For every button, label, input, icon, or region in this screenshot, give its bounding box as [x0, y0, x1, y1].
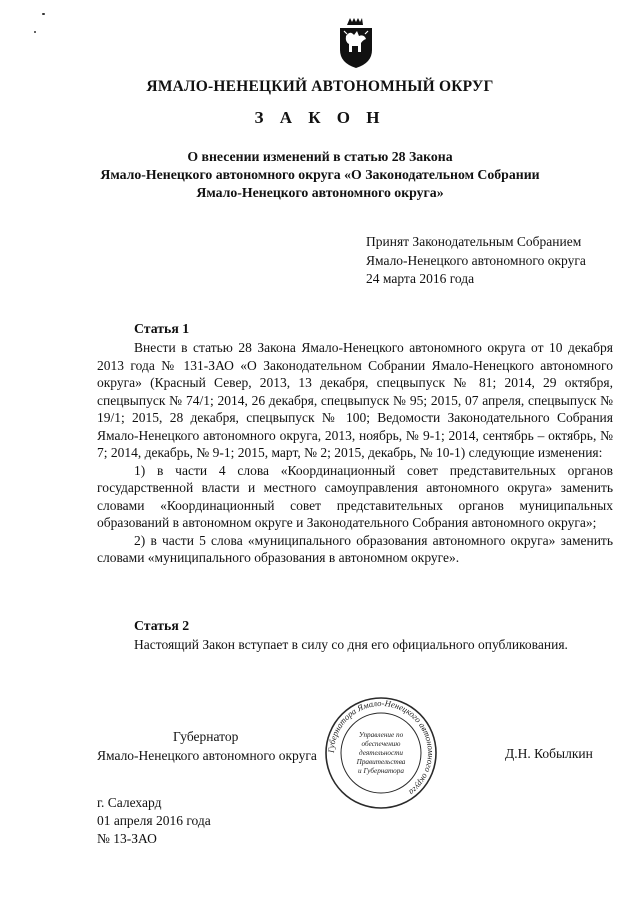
seal-inner-line: деятельности [359, 749, 403, 757]
subject-line: Ямало-Ненецкого автономного округа» [196, 185, 444, 200]
issuance-place: г. Салехард [97, 795, 162, 810]
subject-line: Ямало-Ненецкого автономного округа «О Законодательном Собрании [100, 167, 540, 182]
adoption-line: Принят Законодательным Собранием [366, 234, 582, 249]
law-number: № 13-ЗАО [97, 831, 157, 846]
signatory-title-line: Ямало-Ненецкого автономного округа [97, 748, 317, 763]
scan-speck [42, 13, 45, 15]
seal-inner-line: обеспечению [361, 740, 401, 748]
issuance-date: 01 апреля 2016 года [97, 813, 211, 828]
adoption-note [366, 233, 586, 289]
seal-inner-line: Управление по [358, 731, 404, 739]
signatory-title [97, 727, 317, 765]
article-2-heading: Статья 2 [134, 618, 190, 633]
adoption-line: Ямало-Ненецкого автономного округа [366, 252, 586, 268]
subject-line: О внесении изменений в статью 28 Закона [187, 149, 453, 164]
seal-inner-line: Правительства [356, 758, 406, 766]
scan-speck [34, 31, 36, 33]
adoption-line: 24 марта 2016 года [366, 271, 475, 286]
issuance-details [97, 794, 211, 848]
coat-of-arms-icon [336, 16, 376, 70]
article-1-paragraph: Внести в статью 28 Закона Ямало-Ненецкого автономного округа от 10 декабря 2013 года № 131-ЗАО «О Законодательном Собрании Ямало-Ненецкого автономного округа» (Красный Север, 2013, 13 декабря, спецвыпуск № 81; 2014, 29 октября, спецвыпуск № 74/1; 2014, 26 декабря, спецвыпуск № 95; 2015, 07 апреля, спецвыпуск № 19/1; 2015, 28 декабря, спецвыпуск № 100; Ведомости Законодательного Собрания Ямало-Ненецкого автономного округа, 2013, ноябрь, № 9-1; 2014, сентябрь – октябрь, № 7; 2014, декабрь, № 9-1; 2015, март, № 2; 2015, декабрь, № 10-1) следующие изменения: [97, 340, 613, 460]
article-1-item-1: 1) в части 4 слова «Координационный совет представительных органов государственной власти и местного самоуправления автономного округа» заменить словами «Координационный совет представительных органов муниципальных образований в автономном округе и Законодательного Собрания автономного округа»; [97, 462, 613, 530]
official-seal-stamp [323, 695, 439, 811]
seal-inner-line: и Губернатора [358, 767, 404, 775]
article-1-heading: Статья 1 [134, 321, 190, 336]
seal-ring-text: Губернатора Ямало-Ненецкого автономного округа [325, 697, 437, 798]
signatory-name: Д.Н. Кобылкин [505, 746, 593, 761]
article-2-body [97, 636, 613, 654]
law-subject [100, 148, 540, 202]
document-type-title: З А К О Н [254, 108, 386, 127]
article-1-body [97, 339, 613, 567]
region-title: ЯМАЛО-НЕНЕЦКИЙ АВТОНОМНЫЙ ОКРУГ [146, 78, 494, 95]
article-1-item-2: 2) в части 5 слова «муниципального образования автономного округа» заменить словами «муниципального образования в автономном округе». [97, 532, 613, 565]
signatory-title-line: Губернатор [173, 729, 239, 744]
article-2-paragraph: Настоящий Закон вступает в силу со дня его официального опубликования. [134, 637, 568, 652]
